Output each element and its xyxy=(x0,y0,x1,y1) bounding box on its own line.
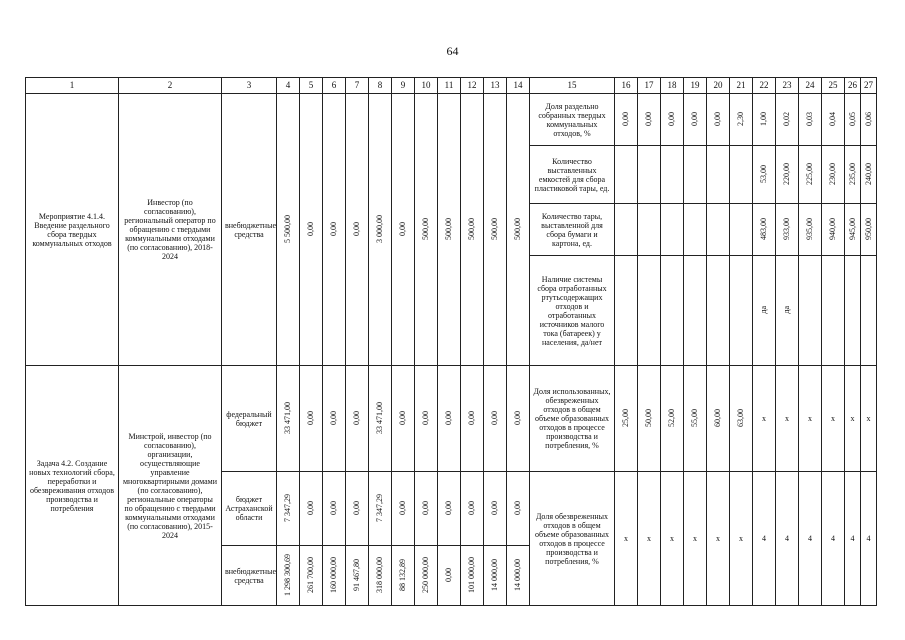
value-cell xyxy=(707,146,730,204)
executor-cell: Инвестор (по согласованию), региональный оператор по обращению с твердыми коммунальными отходами (по согласованию), 2018-2024 xyxy=(119,94,222,366)
amount-cell: 101 000,00 xyxy=(461,546,484,606)
value-cell: 0,00 xyxy=(638,94,661,146)
amount-cell: 0,00 xyxy=(484,366,507,472)
value-cell: 935,00 xyxy=(799,204,822,256)
amount-cell: 0,00 xyxy=(461,472,484,546)
amount-cell: 1 298 300,69 xyxy=(277,546,300,606)
column-header: 7 xyxy=(346,78,369,94)
value-cell: 2,30 xyxy=(730,94,753,146)
amount-cell: 500,00 xyxy=(507,94,530,366)
value-cell xyxy=(661,256,684,366)
value-cell: 0,02 xyxy=(776,94,799,146)
amount-cell: 0,00 xyxy=(392,94,415,366)
value-cell xyxy=(799,256,822,366)
amount-cell: 0,00 xyxy=(438,366,461,472)
column-header: 12 xyxy=(461,78,484,94)
amount-cell: 0,00 xyxy=(507,472,530,546)
executor-cell: Минстрой, инвестор (по согласованию), организации, осуществляющие управление многоквартирными домами (по согласованию), региональные операторы по обращению с твердыми коммунальными отходами (по согласованию), 2015-2024 xyxy=(119,366,222,606)
value-cell: 225,00 xyxy=(799,146,822,204)
value-cell: 4 xyxy=(776,472,799,606)
amount-cell: 0,00 xyxy=(415,472,438,546)
column-header: 24 xyxy=(799,78,822,94)
amount-cell: 500,00 xyxy=(415,94,438,366)
indicator-name: Доля использованных, обезвреженных отходов в общем объеме образованных отходов в процессе производства и потребления, % xyxy=(530,366,615,472)
value-cell: 1,00 xyxy=(753,94,776,146)
value-cell: x xyxy=(776,366,799,472)
column-header: 9 xyxy=(392,78,415,94)
value-cell xyxy=(615,256,638,366)
column-header: 3 xyxy=(222,78,277,94)
value-cell xyxy=(684,204,707,256)
column-header: 26 xyxy=(845,78,861,94)
indicator-name: Количество выставленных емкостей для сбора пластиковой тары, ед. xyxy=(530,146,615,204)
value-cell: 0,00 xyxy=(707,94,730,146)
amount-cell: 0,00 xyxy=(392,366,415,472)
value-cell: x xyxy=(822,366,845,472)
column-header: 20 xyxy=(707,78,730,94)
column-header: 2 xyxy=(119,78,222,94)
value-cell xyxy=(615,204,638,256)
amount-cell: 5 500,00 xyxy=(277,94,300,366)
amount-cell: 0,00 xyxy=(300,366,323,472)
value-cell: x xyxy=(661,472,684,606)
value-cell xyxy=(638,204,661,256)
amount-cell: 261 700,00 xyxy=(300,546,323,606)
amount-cell: 14 000,00 xyxy=(484,546,507,606)
amount-cell: 7 347,29 xyxy=(369,472,392,546)
amount-cell: 88 132,89 xyxy=(392,546,415,606)
value-cell xyxy=(730,256,753,366)
indicator-name: Количество тары, выставленной для сбора бумаги и картона, ед. xyxy=(530,204,615,256)
program-table xyxy=(25,77,877,606)
value-cell: 4 xyxy=(753,472,776,606)
column-header: 10 xyxy=(415,78,438,94)
activity-name: Мероприятие 4.1.4. Введение раздельного сбора твердых коммунальных отходов xyxy=(26,94,119,366)
value-cell: да xyxy=(776,256,799,366)
amount-cell: 0,00 xyxy=(323,94,346,366)
amount-cell: 0,00 xyxy=(438,472,461,546)
funding-source: бюджет Астраханской области xyxy=(222,472,277,546)
table-row xyxy=(26,366,877,472)
value-cell: x xyxy=(615,472,638,606)
amount-cell: 14 000,00 xyxy=(507,546,530,606)
value-cell: x xyxy=(684,472,707,606)
column-header: 19 xyxy=(684,78,707,94)
amount-cell: 3 000,00 xyxy=(369,94,392,366)
amount-cell: 160 000,00 xyxy=(323,546,346,606)
table-row xyxy=(26,94,877,146)
funding-source: внебюджетные средства xyxy=(222,546,277,606)
value-cell: x xyxy=(753,366,776,472)
amount-cell: 33 471,00 xyxy=(277,366,300,472)
funding-source: федеральный бюджет xyxy=(222,366,277,472)
amount-cell: 500,00 xyxy=(461,94,484,366)
value-cell: 60,00 xyxy=(707,366,730,472)
amount-cell: 0,00 xyxy=(484,472,507,546)
value-cell: 235,00 xyxy=(845,146,861,204)
value-cell: 0,04 xyxy=(822,94,845,146)
value-cell: 940,00 xyxy=(822,204,845,256)
column-header: 21 xyxy=(730,78,753,94)
column-header: 16 xyxy=(615,78,638,94)
value-cell xyxy=(822,256,845,366)
value-cell: да xyxy=(753,256,776,366)
amount-cell: 0,00 xyxy=(438,546,461,606)
column-header: 15 xyxy=(530,78,615,94)
value-cell: 483,00 xyxy=(753,204,776,256)
value-cell: 55,00 xyxy=(684,366,707,472)
indicator-name: Доля обезвреженных отходов в общем объеме образованных отходов в процессе производства и потребления, % xyxy=(530,472,615,606)
value-cell: 240,00 xyxy=(861,146,877,204)
value-cell xyxy=(730,204,753,256)
column-header: 17 xyxy=(638,78,661,94)
column-header: 6 xyxy=(323,78,346,94)
value-cell xyxy=(845,256,861,366)
value-cell xyxy=(684,146,707,204)
value-cell: x xyxy=(707,472,730,606)
amount-cell: 0,00 xyxy=(507,366,530,472)
value-cell: 220,00 xyxy=(776,146,799,204)
column-header: 23 xyxy=(776,78,799,94)
value-cell xyxy=(661,204,684,256)
header-row xyxy=(26,78,877,94)
value-cell: 4 xyxy=(861,472,877,606)
column-header: 11 xyxy=(438,78,461,94)
amount-cell: 0,00 xyxy=(461,366,484,472)
value-cell: 0,03 xyxy=(799,94,822,146)
column-header: 5 xyxy=(300,78,323,94)
value-cell: 0,06 xyxy=(861,94,877,146)
value-cell xyxy=(684,256,707,366)
value-cell xyxy=(661,146,684,204)
amount-cell: 0,00 xyxy=(323,366,346,472)
value-cell xyxy=(615,146,638,204)
column-header: 22 xyxy=(753,78,776,94)
value-cell xyxy=(707,256,730,366)
value-cell: x xyxy=(845,366,861,472)
value-cell xyxy=(730,146,753,204)
amount-cell: 250 000,00 xyxy=(415,546,438,606)
value-cell: 53,00 xyxy=(753,146,776,204)
value-cell xyxy=(638,256,661,366)
value-cell xyxy=(707,204,730,256)
column-header: 13 xyxy=(484,78,507,94)
funding-source: внебюджетные средства xyxy=(222,94,277,366)
amount-cell: 0,00 xyxy=(392,472,415,546)
column-header: 4 xyxy=(277,78,300,94)
value-cell: 4 xyxy=(822,472,845,606)
amount-cell: 318 000,00 xyxy=(369,546,392,606)
value-cell: 4 xyxy=(845,472,861,606)
column-header: 8 xyxy=(369,78,392,94)
amount-cell: 91 467,80 xyxy=(346,546,369,606)
amount-cell: 0,00 xyxy=(346,94,369,366)
amount-cell: 7 347,29 xyxy=(277,472,300,546)
value-cell: 50,00 xyxy=(638,366,661,472)
amount-cell: 0,00 xyxy=(346,472,369,546)
value-cell: 0,00 xyxy=(661,94,684,146)
indicator-name: Наличие системы сбора отработанных ртутьсодержащих отходов и отработанных источников малого тока (батареек) у населения, да/нет xyxy=(530,256,615,366)
value-cell: x xyxy=(730,472,753,606)
amount-cell: 0,00 xyxy=(346,366,369,472)
value-cell: 0,00 xyxy=(684,94,707,146)
value-cell: 4 xyxy=(799,472,822,606)
value-cell: 25,00 xyxy=(615,366,638,472)
value-cell: 52,00 xyxy=(661,366,684,472)
value-cell: 63,00 xyxy=(730,366,753,472)
indicator-name: Доля раздельно собранных твердых коммунальных отходов, % xyxy=(530,94,615,146)
column-header: 25 xyxy=(822,78,845,94)
value-cell xyxy=(638,146,661,204)
amount-cell: 0,00 xyxy=(300,472,323,546)
amount-cell: 33 471,00 xyxy=(369,366,392,472)
amount-cell: 0,00 xyxy=(415,366,438,472)
task-name: Задача 4.2. Создание новых технологий сбора, переработки и обезвреживания отходов производства и потребления xyxy=(26,366,119,606)
column-header: 18 xyxy=(661,78,684,94)
value-cell: x xyxy=(799,366,822,472)
column-header: 14 xyxy=(507,78,530,94)
value-cell: x xyxy=(638,472,661,606)
value-cell: 230,00 xyxy=(822,146,845,204)
amount-cell: 500,00 xyxy=(438,94,461,366)
value-cell: 950,00 xyxy=(861,204,877,256)
value-cell: 945,00 xyxy=(845,204,861,256)
column-header: 1 xyxy=(26,78,119,94)
value-cell: x xyxy=(861,366,877,472)
amount-cell: 0,00 xyxy=(300,94,323,366)
value-cell: 0,05 xyxy=(845,94,861,146)
value-cell: 0,00 xyxy=(615,94,638,146)
column-header: 27 xyxy=(861,78,877,94)
page-number: 64 xyxy=(446,44,459,58)
value-cell xyxy=(861,256,877,366)
amount-cell: 500,00 xyxy=(484,94,507,366)
amount-cell: 0,00 xyxy=(323,472,346,546)
value-cell: 933,00 xyxy=(776,204,799,256)
